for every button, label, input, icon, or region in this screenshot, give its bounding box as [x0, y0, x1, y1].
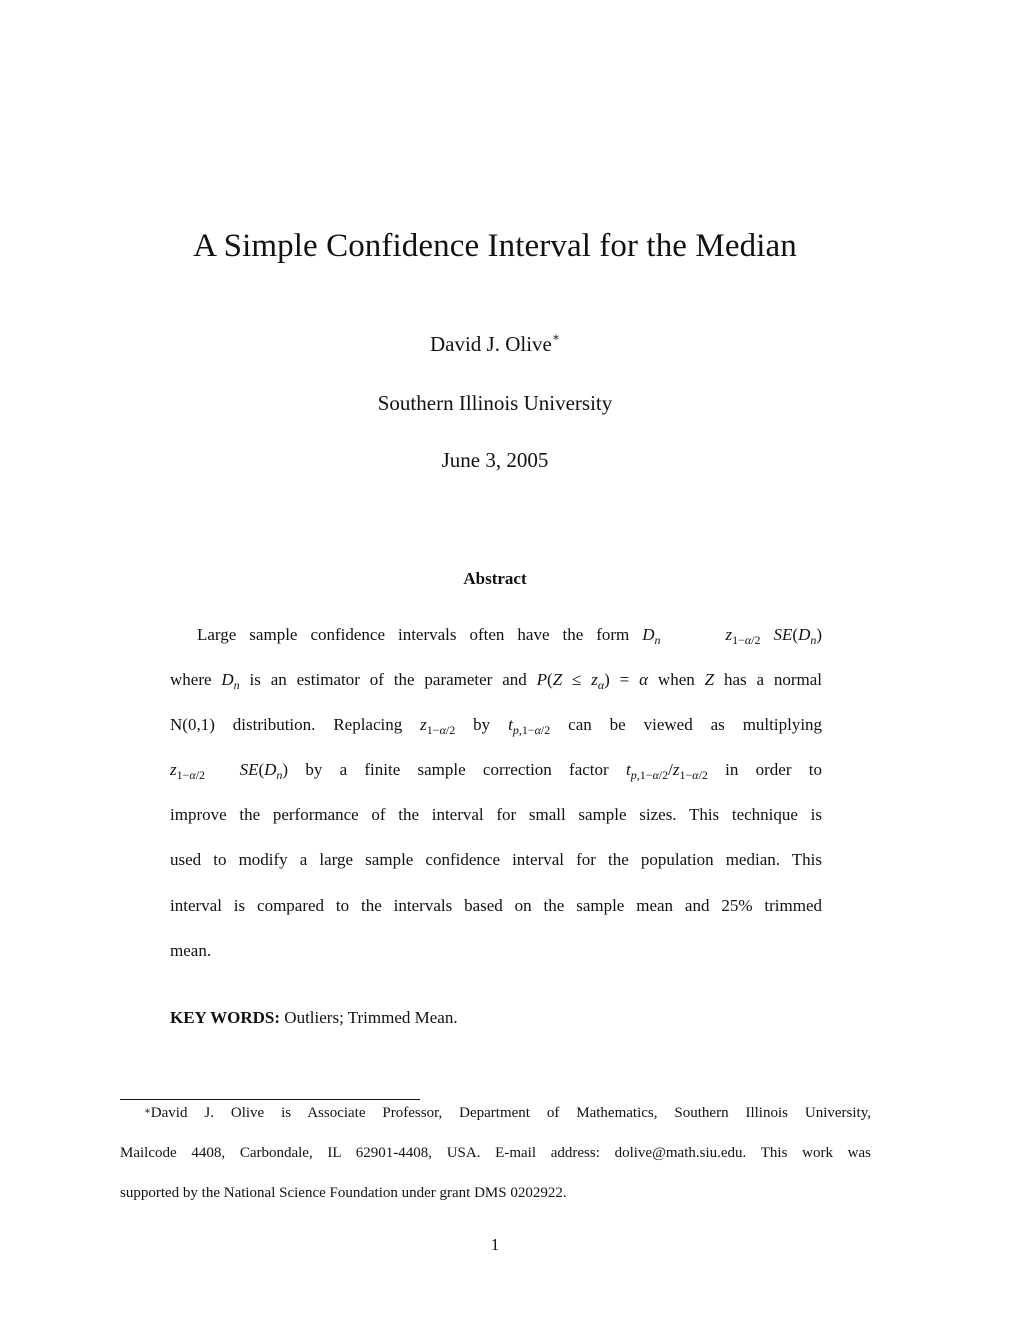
author-footnote-mark: ∗ [551, 330, 561, 344]
abstract-text: N(0,1) distribution. Replacing [170, 715, 403, 734]
abstract-line-6: used to modify a large sample confidence interval for the population median. This [170, 850, 822, 869]
keywords [170, 1008, 458, 1028]
abstract-line-7: interval is compared to the intervals based on the sample mean and 25% trimmed [170, 896, 822, 915]
abstract-line-2 [170, 668, 822, 692]
footnote-text: David J. Olive is Associate Professor, Department of Mathematics, Southern Illinois University, [150, 1105, 871, 1121]
author-name [0, 332, 990, 357]
keywords-label: KEY WORDS: [170, 1008, 281, 1027]
abstract-text: has a normal [723, 670, 823, 689]
abstract-line-5: improve the performance of the interval for small sample sizes. This technique is [170, 805, 822, 824]
footnote-line-2: Mailcode 4408, Carbondale, IL 62901-4408, USA. E-mail address: dolive@math.siu.edu. This work was [120, 1145, 871, 1161]
abstract-text: in order to [725, 760, 822, 779]
abstract-line-4 [170, 758, 822, 782]
abstract-text: where [170, 670, 212, 689]
abstract-text: is an estimator of the parameter and [249, 670, 527, 689]
abstract-text: by a finite sample correction factor [305, 760, 609, 779]
math-expression: $t_{p,1-\alpha/2}$ [508, 715, 551, 737]
abstract-text: can be viewed as multiplying [568, 715, 823, 734]
math-expression: $D_n$ $z_{1-\alpha/2}$ $SE(D_n)$ [642, 625, 823, 647]
author-name-text: David J. Olive [429, 332, 552, 356]
abstract-line-8: mean. [170, 941, 212, 960]
footnote-mark: ∗ [144, 1106, 151, 1117]
math-expression: $P(Z \le z_\alpha) = \alpha$ [536, 670, 649, 692]
abstract-text: Large sample confidence intervals often have the form [197, 625, 630, 644]
footnote-line-3: supported by the National Science Foundation under grant DMS 0202922. [120, 1185, 567, 1201]
author-affiliation: Southern Illinois University [377, 391, 613, 415]
abstract-line-3 [170, 713, 822, 737]
math-expression: Z [704, 670, 715, 689]
paper-title: A Simple Confidence Interval for the Median [193, 228, 797, 264]
paper-date: June 3, 2005 [441, 448, 549, 472]
abstract-line-1 [197, 623, 822, 647]
abstract-text: when [657, 670, 695, 689]
keywords-text: Outliers; Trimmed Mean. [284, 1008, 458, 1027]
math-expression: $t_{p,1-\alpha/2}/z_{1-\alpha/2}$ [625, 760, 708, 782]
math-expression: $z_{1-\alpha/2}$ [420, 715, 456, 737]
page-number: 1 [490, 1235, 500, 1254]
abstract-heading: Abstract [463, 569, 527, 588]
abstract-text: by [473, 715, 491, 734]
footnote-rule [120, 1099, 420, 1100]
math-expression: $D_n$ [221, 670, 240, 692]
math-expression: $z_{1-\alpha/2}$ $SE(D_n)$ [170, 760, 289, 782]
footnote-line-1 [144, 1102, 871, 1124]
